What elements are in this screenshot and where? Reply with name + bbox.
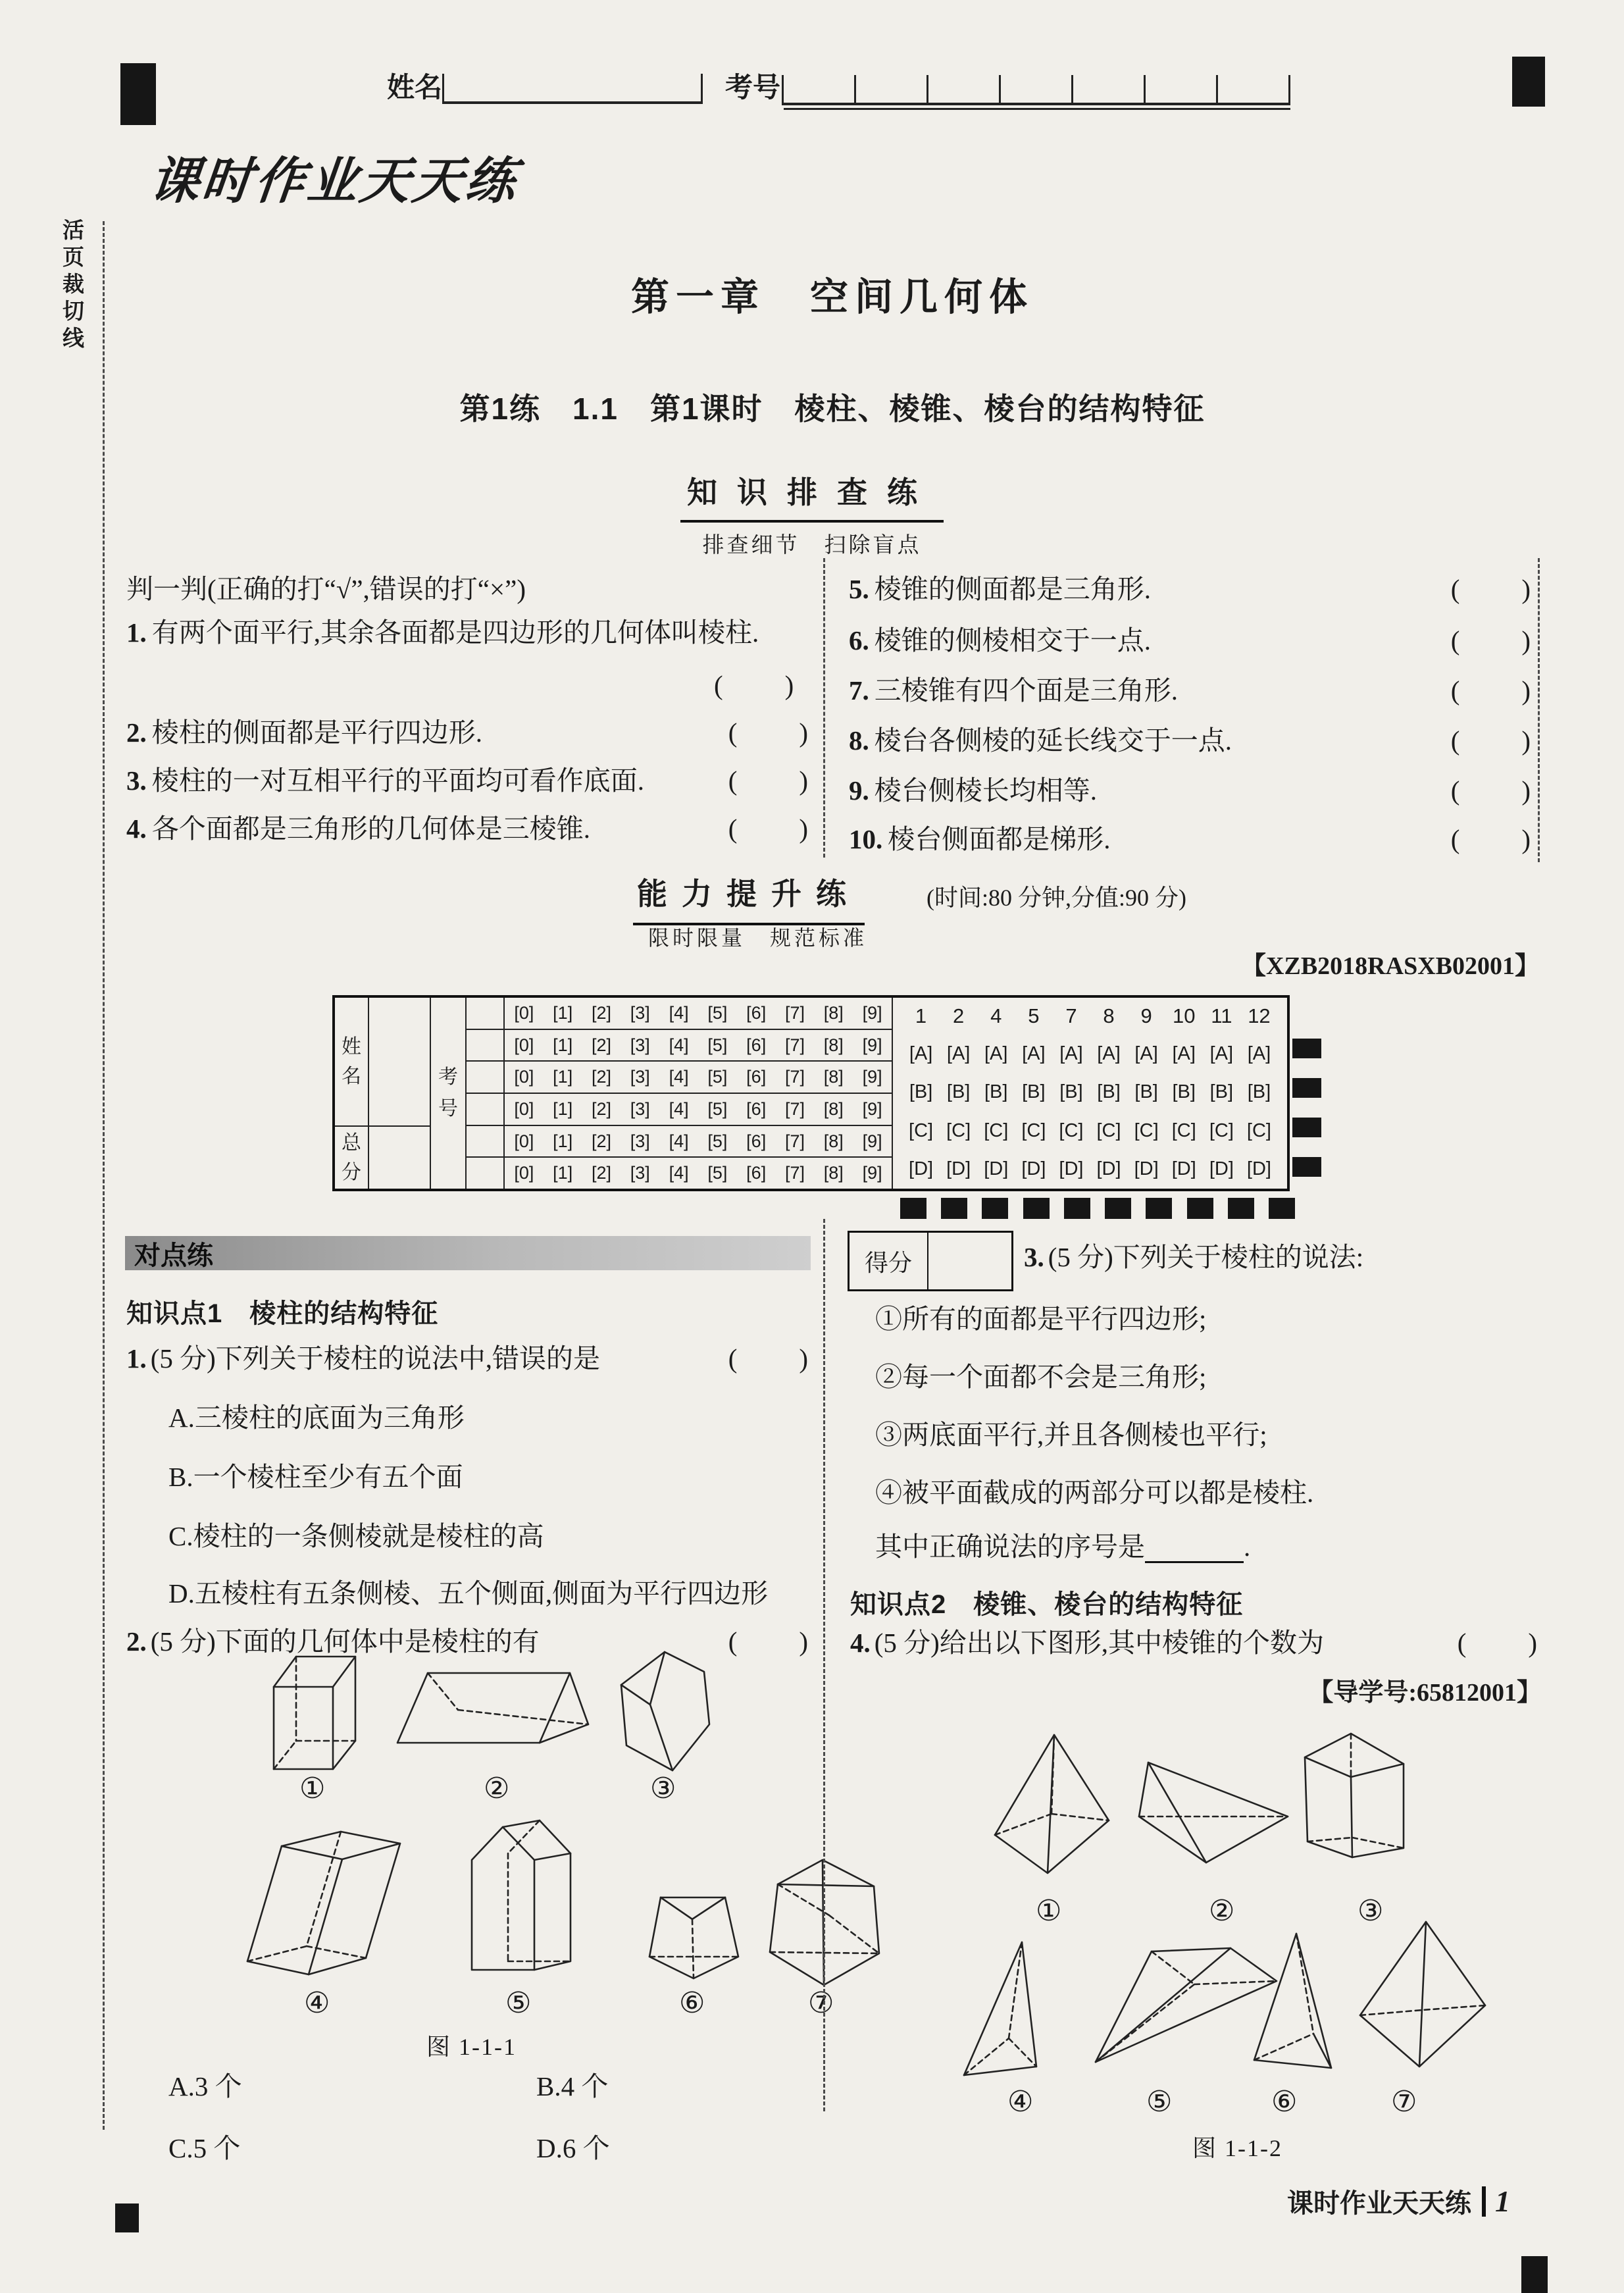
tf-question-5: 5. 棱锥的侧面都是三角形. ( ) <box>849 574 1533 604</box>
option-bubble: [C] <box>1209 1120 1234 1141</box>
answer-sheet-name-total-block <box>335 998 431 1189</box>
digit-bubble: [6] <box>746 1067 767 1087</box>
option-bubble: [B] <box>1022 1081 1046 1103</box>
figure-1-1-1-shape-6-frustum <box>640 1888 750 1985</box>
registration-mark-top-right <box>1512 57 1545 107</box>
digit-bubble: [5] <box>707 1131 728 1151</box>
option-bubble: [D] <box>1171 1158 1196 1180</box>
option-bubble-row <box>902 1035 1278 1073</box>
option-bubble: [B] <box>909 1081 933 1103</box>
answer-sheet-side-marks <box>1292 995 1323 1186</box>
option-bubble: [D] <box>946 1158 971 1180</box>
tf-question-9: 9. 棱台侧棱长均相等. ( ) <box>849 775 1533 806</box>
page-footer <box>1287 2182 1510 2220</box>
option-bubble: [C] <box>909 1120 934 1141</box>
digit-bubble: [2] <box>591 1035 611 1055</box>
option-bubble: [B] <box>1059 1081 1083 1103</box>
review-section-subtitle: 排查细节 扫除盲点 <box>702 534 922 557</box>
digit-bubble-row <box>505 1062 892 1094</box>
cut-line-dashed-right <box>1538 558 1540 862</box>
digit-bubble-row <box>505 1126 892 1158</box>
knowledge-point-2: 知识点2 棱锥、棱台的结构特征 <box>850 1590 1244 1619</box>
q3-item-4: ④被平面截成的两部分可以都是棱柱. <box>875 1478 1314 1508</box>
question-number: 12 <box>1248 1004 1271 1027</box>
question-number: 4 <box>990 1004 1002 1027</box>
option-bubble: [C] <box>984 1120 1009 1141</box>
registration-mark-bottom-left <box>115 2203 139 2232</box>
digit-bubble: [2] <box>591 1067 611 1087</box>
answer-sheet-question-numbers <box>902 998 1278 1035</box>
answer-sheet-exam-label: 考 号 <box>431 998 467 1189</box>
figure-1-1-2-label-6: ⑥ <box>1271 2086 1298 2118</box>
book-title: 课时作业天天练 <box>146 153 521 209</box>
figure-1-1-1-label-2: ② <box>484 1772 510 1805</box>
figure-1-1-1-label-3: ③ <box>650 1772 676 1805</box>
digit-bubble: [0] <box>514 1035 534 1055</box>
name-blank-line <box>442 74 703 104</box>
question-number: 7 <box>1065 1004 1077 1027</box>
exam-no-comb-line <box>782 75 1290 105</box>
digit-bubble: [2] <box>591 1002 611 1023</box>
digit-bubble: [9] <box>862 1098 882 1119</box>
figure-1-1-2-caption: 图 1-1-2 <box>1192 2135 1282 2161</box>
digit-bubble: [9] <box>862 1067 882 1087</box>
exam-no-label: 考号 <box>725 72 781 103</box>
figure-1-1-1-label-5: ⑤ <box>505 1987 532 2019</box>
option-bubble: [B] <box>1097 1081 1121 1103</box>
registration-mark-top-left <box>120 63 156 125</box>
option-bubble: [A] <box>1022 1043 1046 1064</box>
knowledge-point-1: 知识点1 棱柱的结构特征 <box>126 1299 439 1328</box>
q2-option-a: A.3 个 <box>168 2071 242 2101</box>
option-bubble: [C] <box>1096 1120 1121 1141</box>
figure-1-1-1-shape-4-oblique-prism <box>242 1826 407 1981</box>
option-bubble: [C] <box>946 1120 971 1141</box>
digit-bubble: [7] <box>784 1035 805 1055</box>
digit-bubble: [4] <box>669 1035 689 1055</box>
practice-banner-label: 对点练 <box>134 1241 213 1270</box>
digit-bubble: [9] <box>862 1131 882 1151</box>
option-bubble: [C] <box>1021 1120 1046 1141</box>
digit-bubble: [7] <box>784 1067 805 1087</box>
figure-1-1-2-shape-7-kite-pyramid <box>1357 1917 1488 2071</box>
figure-1-1-1-shape-2-triangular-prism <box>393 1664 594 1772</box>
digit-bubble: [5] <box>707 1098 728 1119</box>
digit-bubble: [6] <box>746 1163 767 1183</box>
digit-bubble: [6] <box>746 1098 767 1119</box>
figure-1-1-1-shape-5-pentagonal-prism <box>455 1815 590 1981</box>
digit-bubble-row <box>505 1094 892 1126</box>
option-bubble: [D] <box>909 1158 934 1180</box>
tf-bracket-1: ( ) <box>714 670 797 700</box>
option-bubble: [B] <box>1172 1081 1196 1103</box>
digit-bubble: [8] <box>823 1098 844 1119</box>
option-bubble: [A] <box>1209 1043 1234 1064</box>
option-bubble-row <box>902 1073 1278 1112</box>
question-number: 2 <box>953 1004 965 1027</box>
practice-question-2: 2. (5 分)下面的几何体中是棱柱的有 ( ) <box>126 1626 811 1657</box>
boost-time-note: (时间:80 分钟,分值:90 分) <box>926 885 1186 911</box>
column-divider-top <box>823 558 825 858</box>
q1-option-b: B.一个棱柱至少有五个面 <box>168 1462 463 1492</box>
question-number: 1 <box>915 1004 927 1027</box>
practice-question-3: 3. (5 分)下列关于棱柱的说法: <box>1024 1242 1364 1272</box>
digit-bubble: [6] <box>746 1131 767 1151</box>
sheet-side-mark <box>1292 1078 1321 1098</box>
lesson-title: 第1练 1.1 第1课时 棱柱、棱锥、棱台的结构特征 <box>459 392 1205 426</box>
answer-blank-underline <box>1145 1537 1244 1563</box>
digit-bubble: [6] <box>746 1002 767 1023</box>
digit-bubble: [8] <box>823 1131 844 1151</box>
digit-bubble: [1] <box>553 1163 573 1183</box>
q2-option-b: B.4 个 <box>536 2071 609 2101</box>
boost-section-subtitle: 限时限量 规范标准 <box>648 926 868 950</box>
digit-bubble: [0] <box>514 1002 534 1023</box>
sheet-bottom-mark <box>900 1198 926 1219</box>
q3-item-1: ①所有的面都是平行四边形; <box>875 1304 1207 1334</box>
question-number: 5 <box>1028 1004 1040 1027</box>
digit-bubble: [5] <box>707 1163 728 1183</box>
sheet-bottom-mark <box>1064 1198 1090 1219</box>
figure-1-1-2-shape-3-prism <box>1293 1726 1408 1867</box>
figure-1-1-1-caption: 图 1-1-1 <box>426 2034 517 2060</box>
option-bubble: [C] <box>1246 1120 1271 1141</box>
digit-bubble: [5] <box>707 1035 728 1055</box>
digit-bubble: [9] <box>862 1035 882 1055</box>
option-bubble: [D] <box>1209 1158 1234 1180</box>
option-bubble: [B] <box>984 1081 1008 1103</box>
q3-item-2: ②每一个面都不会是三角形; <box>875 1362 1207 1392</box>
digit-bubble: [7] <box>784 1098 805 1119</box>
option-bubble: [D] <box>984 1158 1009 1180</box>
digit-bubble: [2] <box>591 1163 611 1183</box>
digit-bubble: [7] <box>784 1002 805 1023</box>
digit-bubble: [8] <box>823 1002 844 1023</box>
score-box <box>848 1231 1013 1291</box>
q2-option-d: D.6 个 <box>536 2133 610 2163</box>
sheet-bottom-mark <box>1105 1198 1131 1219</box>
digit-bubble: [8] <box>823 1035 844 1055</box>
option-bubble: [B] <box>1134 1081 1158 1103</box>
digit-bubble: [7] <box>784 1131 805 1151</box>
name-label: 姓名 <box>387 72 443 103</box>
tf-question-8: 8. 棱台各侧棱的延长线交于一点. ( ) <box>849 725 1533 756</box>
review-section-title: 知识排查练 <box>680 469 944 523</box>
digit-bubble: [0] <box>514 1163 534 1183</box>
option-bubble: [A] <box>984 1043 1008 1064</box>
figure-1-1-2-label-2: ② <box>1209 1895 1235 1927</box>
figure-1-1-2-label-5: ⑤ <box>1146 2086 1173 2118</box>
option-bubble-row <box>902 1112 1278 1150</box>
score-box-blank <box>928 1233 1011 1289</box>
option-bubble: [D] <box>1246 1158 1271 1180</box>
figure-1-1-2-label-1: ① <box>1036 1895 1062 1927</box>
figure-1-1-2-shape-2-tetrahedron <box>1135 1756 1293 1871</box>
answer-sheet-digit-grid <box>505 998 893 1189</box>
question-number: 9 <box>1140 1004 1152 1027</box>
option-bubble: [D] <box>1096 1158 1121 1180</box>
practice-banner <box>125 1236 811 1270</box>
digit-bubble: [4] <box>669 1131 689 1151</box>
footer-divider-bar <box>1482 2186 1486 2217</box>
question-number: 11 <box>1211 1004 1232 1027</box>
digit-bubble: [8] <box>823 1067 844 1087</box>
digit-bubble-row <box>505 1030 892 1062</box>
digit-bubble: [1] <box>553 1035 573 1055</box>
answer-sheet-option-grid <box>893 998 1287 1189</box>
digit-bubble: [0] <box>514 1098 534 1119</box>
chapter-title: 第一章 空间几何体 <box>630 276 1034 319</box>
sheet-side-mark <box>1292 1157 1321 1177</box>
guide-number-code: 【导学号:65812001】 <box>1308 1679 1542 1707</box>
question-number: 10 <box>1173 1004 1196 1027</box>
review-section-header <box>125 469 1499 559</box>
option-bubble: [A] <box>1097 1043 1121 1064</box>
tf-intro: 判一判(正确的打“√”,错误的打“×”) <box>126 574 526 604</box>
footer-brand: 课时作业天天练 <box>1287 2189 1471 2218</box>
answer-sheet-bottom-marks <box>900 1198 1295 1220</box>
figure-1-1-1-label-4: ④ <box>304 1987 330 2019</box>
practice-question-4: 4. (5 分)给出以下图形,其中棱锥的个数为 ( ) <box>850 1628 1540 1658</box>
answer-sheet-spacer-column <box>467 998 505 1189</box>
digit-bubble: [5] <box>707 1067 728 1087</box>
q1-option-c: C.棱柱的一条侧棱就是棱柱的高 <box>168 1521 544 1551</box>
figure-1-1-1-shape-1-cuboid <box>255 1649 374 1774</box>
question-number: 8 <box>1103 1004 1115 1027</box>
option-bubble: [A] <box>909 1043 933 1064</box>
figure-1-1-2-label-4: ④ <box>1007 2086 1034 2118</box>
registration-mark-bottom-right <box>1521 2256 1548 2293</box>
option-bubble: [B] <box>946 1081 971 1103</box>
option-bubble: [D] <box>1059 1158 1084 1180</box>
option-bubble: [A] <box>1172 1043 1196 1064</box>
digit-bubble: [2] <box>591 1131 611 1151</box>
q3-item-3: ③两底面平行,并且各侧棱也平行; <box>875 1420 1267 1450</box>
option-bubble: [C] <box>1059 1120 1084 1141</box>
cut-line-dashed-left <box>103 221 105 2130</box>
figure-1-1-2-shape-4-tall-tetrahedron <box>957 1938 1056 2080</box>
digit-bubble-row <box>505 1158 892 1189</box>
sheet-bottom-mark <box>982 1198 1008 1219</box>
q3-answer-line: 其中正确说法的序号是 . <box>875 1531 1250 1563</box>
option-bubble-row <box>902 1150 1278 1189</box>
digit-bubble: [7] <box>784 1163 805 1183</box>
digit-bubble: [4] <box>669 1067 689 1087</box>
score-box-label: 得分 <box>850 1233 928 1289</box>
digit-bubble: [1] <box>553 1002 573 1023</box>
digit-bubble: [5] <box>707 1002 728 1023</box>
option-bubble: [C] <box>1134 1120 1159 1141</box>
option-bubble: [D] <box>1021 1158 1046 1180</box>
sheet-bottom-mark <box>1269 1198 1295 1219</box>
sheet-side-mark <box>1292 1039 1321 1058</box>
figure-1-1-2-shape-6-narrow-tetrahedron <box>1249 1930 1341 2074</box>
answer-sheet <box>332 995 1290 1191</box>
sheet-bottom-mark <box>1228 1198 1254 1219</box>
tf-question-3: 3. 棱柱的一对互相平行的平面均可看作底面. ( ) <box>126 765 811 796</box>
digit-bubble: [9] <box>862 1002 882 1023</box>
boost-paper-code: 【XZB2018RASXB02001】 <box>1241 952 1540 980</box>
figure-1-1-1-label-7: ⑦ <box>808 1987 834 2019</box>
tf-question-4: 4. 各个面都是三角形的几何体是三棱锥. ( ) <box>126 813 811 844</box>
option-bubble: [A] <box>1247 1043 1271 1064</box>
option-bubble: [B] <box>1247 1081 1271 1103</box>
digit-bubble: [3] <box>630 1002 650 1023</box>
digit-bubble: [4] <box>669 1163 689 1183</box>
figure-1-1-1-label-1: ① <box>299 1772 326 1805</box>
option-bubble: [D] <box>1134 1158 1159 1180</box>
answer-sheet-name-blank <box>369 998 430 1125</box>
digit-bubble: [3] <box>630 1163 650 1183</box>
tf-question-6: 6. 棱锥的侧棱相交于一点. ( ) <box>849 625 1533 656</box>
tf-question-10: 10. 棱台侧面都是梯形. ( ) <box>849 824 1533 854</box>
figure-1-1-1-shape-3-hexahedron <box>612 1647 717 1777</box>
digit-bubble: [8] <box>823 1163 844 1183</box>
digit-bubble: [3] <box>630 1035 650 1055</box>
q1-option-d: D.五棱柱有五条侧棱、五个侧面,侧面为平行四边形 <box>168 1578 769 1609</box>
option-bubble: [A] <box>1059 1043 1083 1064</box>
digit-bubble: [1] <box>553 1131 573 1151</box>
answer-sheet-total-blank <box>369 1127 430 1189</box>
figure-1-1-2-label-3: ③ <box>1358 1895 1384 1927</box>
figure-1-1-2-label-7: ⑦ <box>1391 2086 1417 2118</box>
sheet-bottom-mark <box>1023 1198 1050 1219</box>
column-divider-bottom <box>823 1219 825 2111</box>
answer-sheet-total-label: 总 分 <box>335 1127 369 1189</box>
sheet-side-mark <box>1292 1118 1321 1137</box>
digit-bubble: [6] <box>746 1035 767 1055</box>
digit-bubble: [1] <box>553 1067 573 1087</box>
tf-question-1: 1. 有两个面平行,其余各面都是四边形的几何体叫棱柱. <box>126 617 759 648</box>
digit-bubble: [4] <box>669 1098 689 1119</box>
figure-1-1-1-label-6: ⑥ <box>679 1987 705 2019</box>
digit-bubble: [9] <box>862 1163 882 1183</box>
cut-line-label: 活页裁切线 <box>60 219 84 353</box>
digit-bubble: [0] <box>514 1067 534 1087</box>
tf-question-2: 2. 棱柱的侧面都是平行四边形. ( ) <box>126 717 811 748</box>
digit-bubble: [3] <box>630 1067 650 1087</box>
sheet-bottom-mark <box>1187 1198 1213 1219</box>
digit-bubble: [3] <box>630 1131 650 1151</box>
digit-bubble: [4] <box>669 1002 689 1023</box>
option-bubble: [B] <box>1209 1081 1234 1103</box>
tf-question-7: 7. 三棱锥有四个面是三角形. ( ) <box>849 675 1533 706</box>
digit-bubble: [2] <box>591 1098 611 1119</box>
digit-bubble: [0] <box>514 1131 534 1151</box>
option-bubble: [A] <box>946 1043 971 1064</box>
q2-option-c: C.5 个 <box>168 2133 241 2163</box>
digit-bubble-row <box>505 998 892 1030</box>
option-bubble: [A] <box>1134 1043 1158 1064</box>
sheet-bottom-mark <box>941 1198 967 1219</box>
digit-bubble: [3] <box>630 1098 650 1119</box>
figure-1-1-2-shape-1-pyramid <box>987 1730 1115 1878</box>
practice-question-1: 1. (5 分)下列关于棱柱的说法中,错误的是 ( ) <box>126 1343 811 1374</box>
boost-section-title: 能力提升练 <box>633 870 865 925</box>
figure-1-1-1-shape-7-twisted-prism <box>763 1855 888 1990</box>
q1-option-a: A.三棱柱的底面为三角形 <box>168 1403 465 1433</box>
option-bubble: [C] <box>1171 1120 1196 1141</box>
footer-page-number: 1 <box>1495 2184 1510 2218</box>
answer-sheet-name-label: 姓 名 <box>335 998 369 1125</box>
digit-bubble: [1] <box>553 1098 573 1119</box>
sheet-bottom-mark <box>1146 1198 1172 1219</box>
